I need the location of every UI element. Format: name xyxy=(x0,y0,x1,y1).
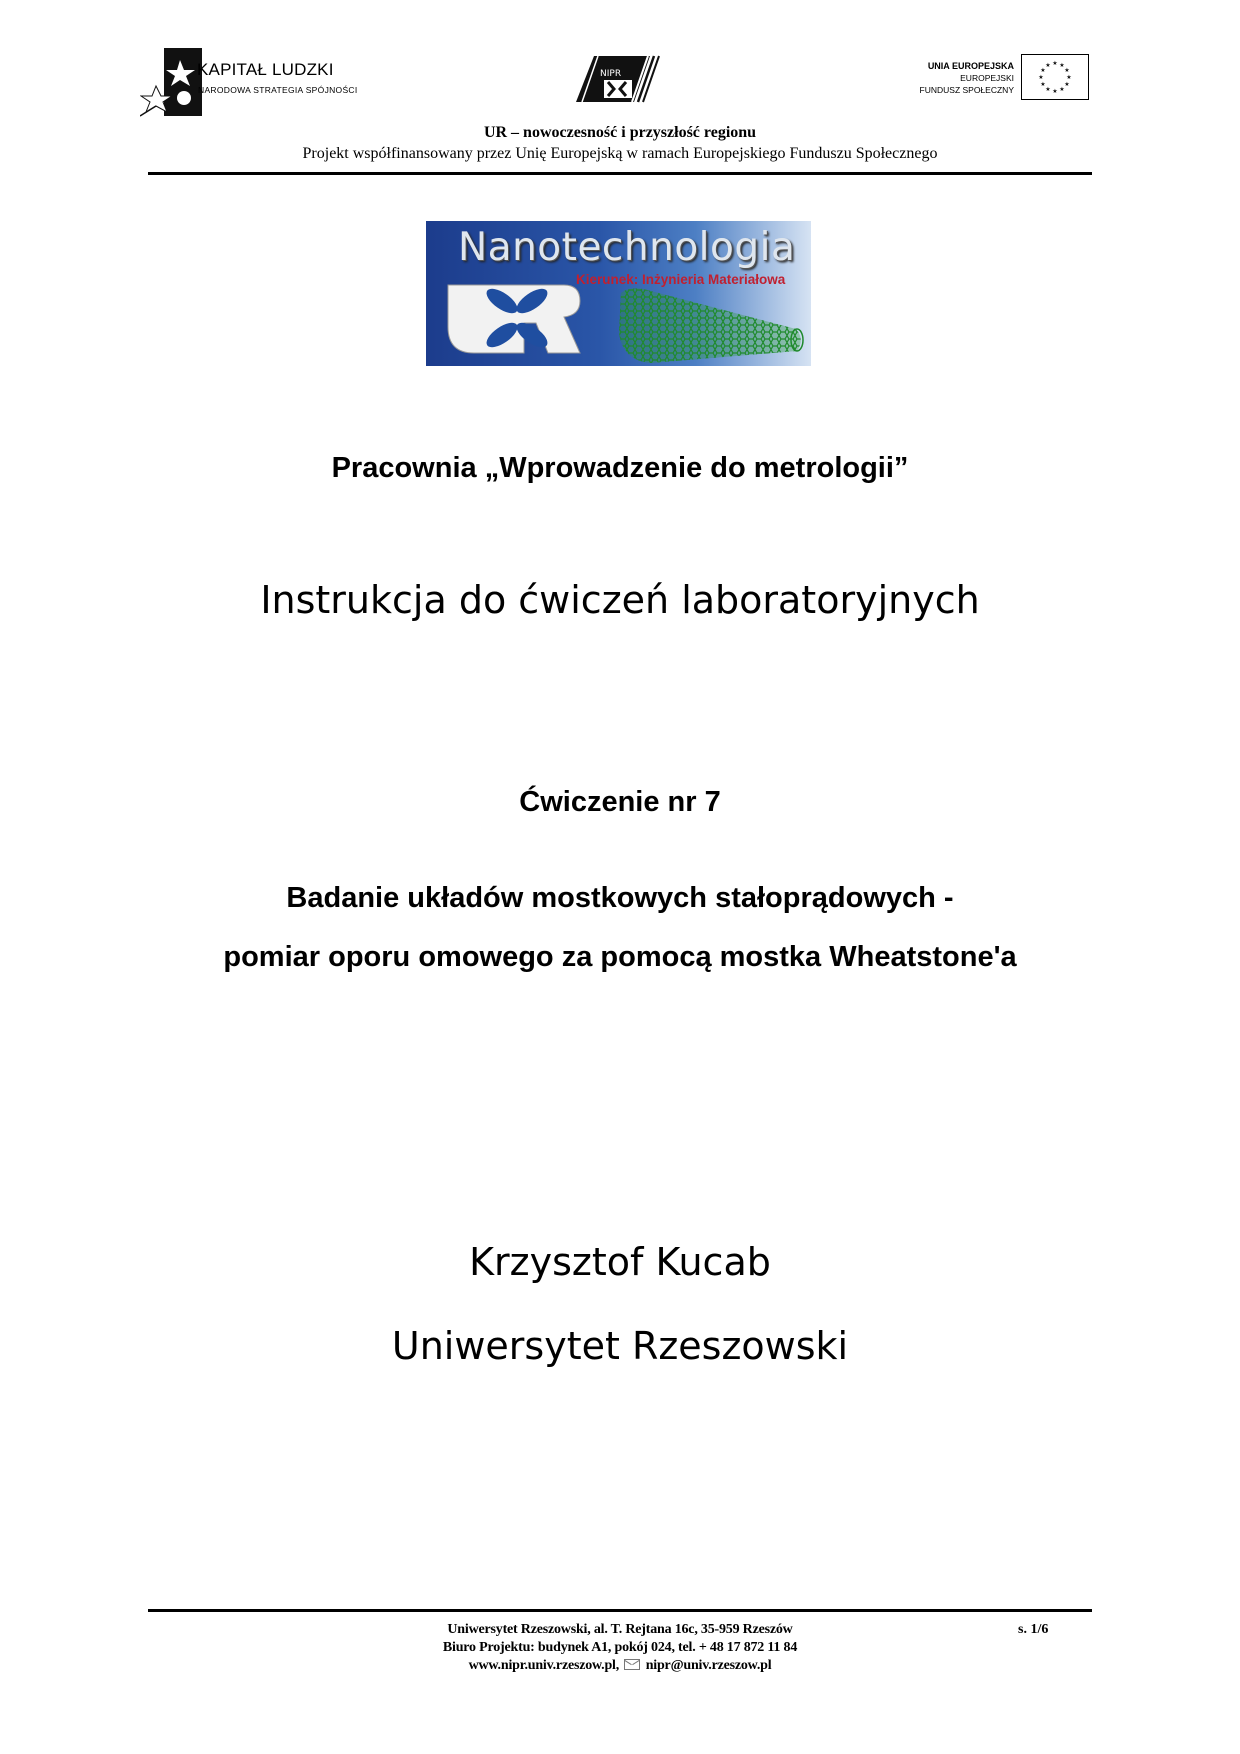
svg-text:★: ★ xyxy=(1052,88,1058,95)
eu-label-line3: FUNDUSZ SPOŁECZNY xyxy=(919,85,1014,95)
svg-text:NIPR: NIPR xyxy=(600,69,622,79)
eu-label-line1: UNIA EUROPEJSKA xyxy=(927,61,1014,71)
kapital-ludzki-title: KAPITAŁ LUDZKI xyxy=(197,60,334,79)
footer-contact xyxy=(0,1658,1240,1674)
header-divider xyxy=(148,172,1092,175)
svg-text:★: ★ xyxy=(1066,74,1072,81)
svg-text:★: ★ xyxy=(1045,86,1051,93)
svg-text:★: ★ xyxy=(1045,62,1051,69)
exercise-topic-line1: Badanie układów mostkowych stałoprądowych - xyxy=(286,882,954,914)
footer-address: Uniwersytet Rzeszowski, al. T. Rejtana 16c, 35-959 Rzeszów xyxy=(447,1622,793,1637)
svg-text:★: ★ xyxy=(1064,67,1070,74)
carbon-nanotube-image xyxy=(611,283,806,365)
lab-title: Pracownia „Wprowadzenie do metrologii” xyxy=(331,452,909,484)
svg-text:★: ★ xyxy=(1040,67,1046,74)
banner-title: Nanotechnologia xyxy=(458,225,796,270)
exercise-number: Ćwiczenie nr 7 xyxy=(519,786,721,818)
svg-text:★: ★ xyxy=(1038,74,1044,81)
svg-text:★: ★ xyxy=(1064,81,1070,88)
header-funding-note: Projekt współfinansowany przez Unię Europejską w ramach Europejskiego Funduszu Społecznego xyxy=(302,145,938,162)
eu-fund-label xyxy=(920,60,1014,96)
kapital-ludzki-subtitle: NARODOWA STRATEGIA SPÓJNOŚCI xyxy=(198,85,358,95)
svg-text:★: ★ xyxy=(1052,60,1058,67)
author-name: Krzysztof Kucab xyxy=(469,1240,771,1284)
page-number: s. 1/6 xyxy=(1018,1622,1049,1637)
footer-email-link[interactable]: nipr@univ.rzeszow.pl xyxy=(645,1658,772,1673)
svg-text:★: ★ xyxy=(1059,86,1065,93)
banner-subtitle: Kierunek: Inżynieria Materiałowa xyxy=(576,272,786,287)
nanotechnologia-banner xyxy=(426,221,811,366)
document-type: Instrukcja do ćwiczeń laboratoryjnych xyxy=(260,578,980,622)
footer-divider xyxy=(148,1609,1092,1612)
nipr-ur-logo-icon xyxy=(574,54,660,104)
envelope-icon xyxy=(624,1659,640,1670)
footer-website-link[interactable]: www.nipr.univ.rzeszow.pl, xyxy=(468,1658,620,1673)
svg-text:★: ★ xyxy=(1059,62,1065,69)
eu-label-line2: EUROPEJSKI xyxy=(960,73,1014,83)
exercise-topic-line2: pomiar oporu omowego za pomocą mostka Wheatstone'a xyxy=(223,941,1017,973)
institution-name: Uniwersytet Rzeszowski xyxy=(391,1324,849,1368)
ur-university-mark-icon xyxy=(444,283,584,355)
eu-flag-icon xyxy=(1021,54,1089,100)
svg-text:★: ★ xyxy=(1040,81,1046,88)
header-tagline: UR – nowoczesność i przyszłość regionu xyxy=(483,124,757,141)
kapital-ludzki-logo-icon xyxy=(140,46,204,118)
footer-office: Biuro Projektu: budynek A1, pokój 024, tel. + 48 17 872 11 84 xyxy=(442,1640,798,1655)
